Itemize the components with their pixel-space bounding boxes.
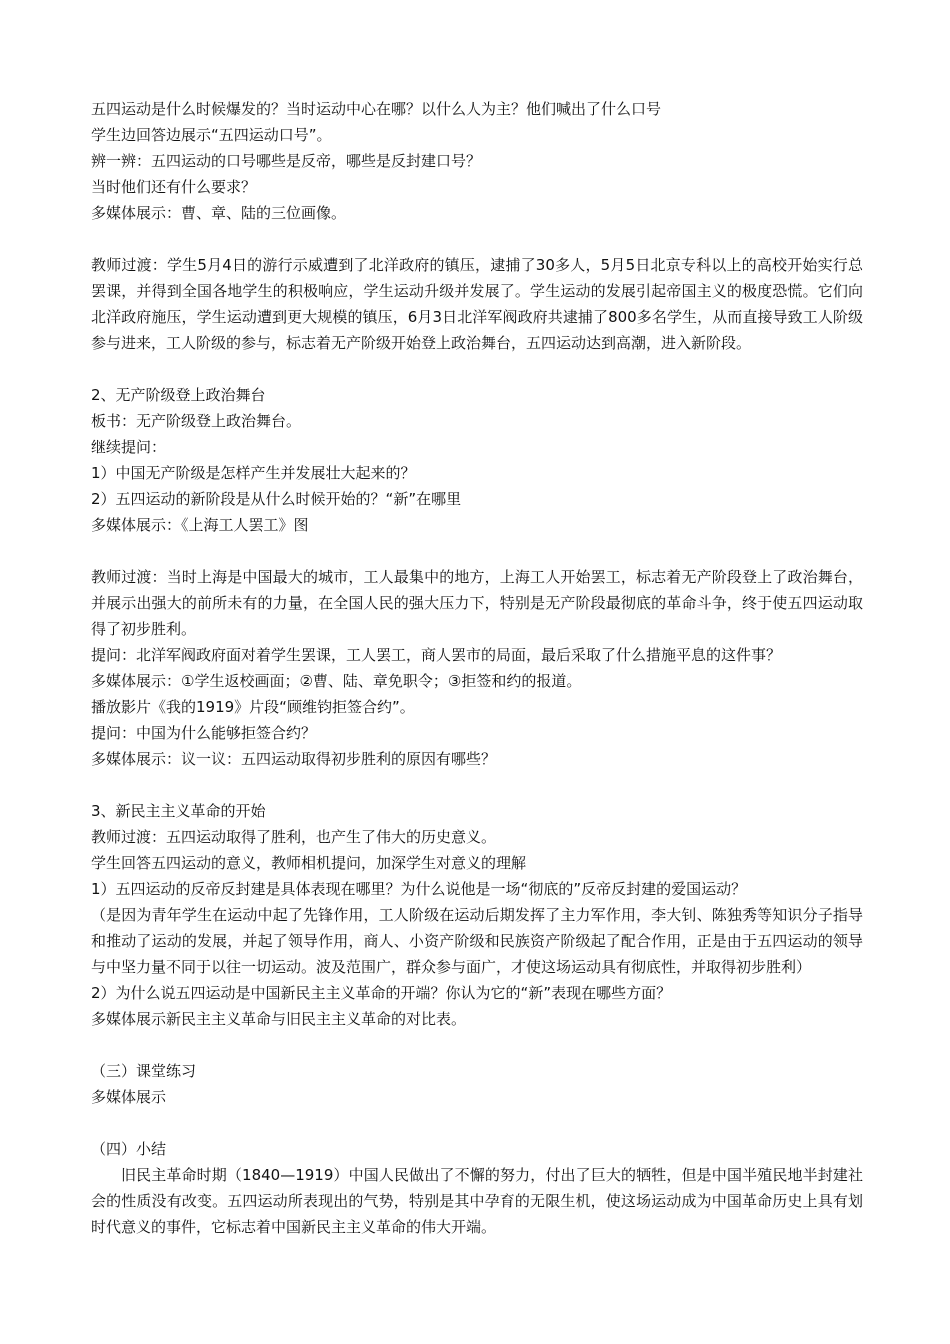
question-line: 提问：中国为什么能够拒签合约？: [91, 724, 317, 742]
blank-line: [91, 356, 863, 382]
teacher-transition-paragraph: 教师过渡：当时上海是中国最大的城市，工人最集中的地方，上海工人开始罢工，标志着无产阶段登上了政治舞台，并展示出强大的前所未有的力量，在全国人民的强大压力下，特别是无产阶段最彻底的革命斗争，终于使五四运动取得了初步胜利。: [91, 568, 863, 638]
question-line: 当时他们还有什么要求？: [91, 178, 257, 196]
blackboard-line: 板书：无产阶级登上政治舞台。: [91, 412, 302, 430]
section-heading: （四）小结: [91, 1140, 167, 1158]
multimedia-line: 多媒体展示新民主主义革命与旧民主主义革命的对比表。: [91, 1010, 467, 1028]
answer-line: 学生边回答边展示“五四运动口号”。: [91, 126, 332, 144]
question-item: 2）为什么说五四运动是中国新民主主义革命的开端？你认为它的“新”表现在哪些方面？: [91, 984, 672, 1002]
multimedia-line: 多媒体展示：《上海工人罢工》图: [91, 516, 309, 534]
student-answer-line: 学生回答五四运动的意义，教师相机提问，加深学生对意义的理解: [91, 854, 527, 872]
blank-line: [91, 538, 863, 564]
question-intro-line: 继续提问：: [91, 438, 167, 456]
multimedia-line: 多媒体展示：①学生返校画面；②曹、陆、章免职令；③拒签和约的报道。: [91, 672, 582, 690]
section-heading: 2、无产阶级登上政治舞台: [91, 386, 266, 404]
section-heading: 3、新民主主义革命的开始: [91, 802, 266, 820]
teacher-transition-line: 教师过渡：五四运动取得了胜利，也产生了伟大的历史意义。: [91, 828, 497, 846]
discussion-line: 辨一辨：五四运动的口号哪些是反帝，哪些是反封建口号？: [91, 152, 482, 170]
section-heading: （三）课堂练习: [91, 1062, 197, 1080]
question-line: 提问：北洋军阀政府面对着学生罢课，工人罢工，商人罢市的局面，最后采取了什么措施平息的这件事？: [91, 646, 782, 664]
question-item: 2）五四运动的新阶段是从什么时候开始的？“新”在哪里: [91, 490, 462, 508]
multimedia-line: 多媒体展示: [91, 1088, 167, 1106]
document-body: [91, 96, 863, 1240]
film-line: 播放影片《我的1919》片段“顾维钧拒签合约”。: [91, 698, 415, 716]
blank-line: [91, 226, 863, 252]
question-item: 1）中国无产阶级是怎样产生并发展壮大起来的？: [91, 464, 416, 482]
question-item: 1）五四运动的反帝反封建是具体表现在哪里？为什么说他是一场“彻底的”反帝反封建的爱国运动？: [91, 880, 747, 898]
multimedia-line: 多媒体展示：议一议：五四运动取得初步胜利的原因有哪些？: [91, 750, 497, 768]
blank-line: [91, 1032, 863, 1058]
blank-line: [91, 1110, 863, 1136]
answer-paragraph: （是因为青年学生在运动中起了先锋作用，工人阶级在运动后期发挥了主力军作用，李大钊、陈独秀等知识分子指导和推动了运动的发展，并起了领导作用，商人、小资产阶级和民族资产阶级起了配合作用，正是由于五四运动的领导与中坚力量不同于以往一切运动。波及范围广，群众参与面广，才使这场运动具有彻底性，并取得初步胜利）: [91, 906, 863, 976]
teacher-transition-paragraph: 教师过渡：学生5月4日的游行示威遭到了北洋政府的镇压，逮捕了30多人，5月5日北京专科以上的高校开始实行总罢课，并得到全国各地学生的积极响应，学生运动升级并发展了。学生运动的发展引起帝国主义的极度恐慌。它们向北洋政府施压，学生运动遭到更大规模的镇压，6月3日北洋军阀政府共逮捕了800多名学生，从而直接导致工人阶级参与进来，工人阶级的参与，标志着无产阶级开始登上政治舞台，五四运动达到高潮，进入新阶段。: [91, 256, 863, 352]
blank-line: [91, 772, 863, 798]
question-line: 五四运动是什么时候爆发的？当时运动中心在哪？以什么人为主？他们喊出了什么口号: [91, 100, 662, 118]
multimedia-line: 多媒体展示：曹、章、陆的三位画像。: [91, 204, 347, 222]
summary-paragraph: 旧民主革命时期（1840—1919）中国人民做出了不懈的努力，付出了巨大的牺牲，但是中国半殖民地半封建社会的性质没有改变。五四运动所表现出的气势，特别是其中孕育的无限生机，使这场运动成为中国革命历史上具有划时代意义的事件，它标志着中国新民主主义革命的伟大开端。: [91, 1166, 863, 1236]
